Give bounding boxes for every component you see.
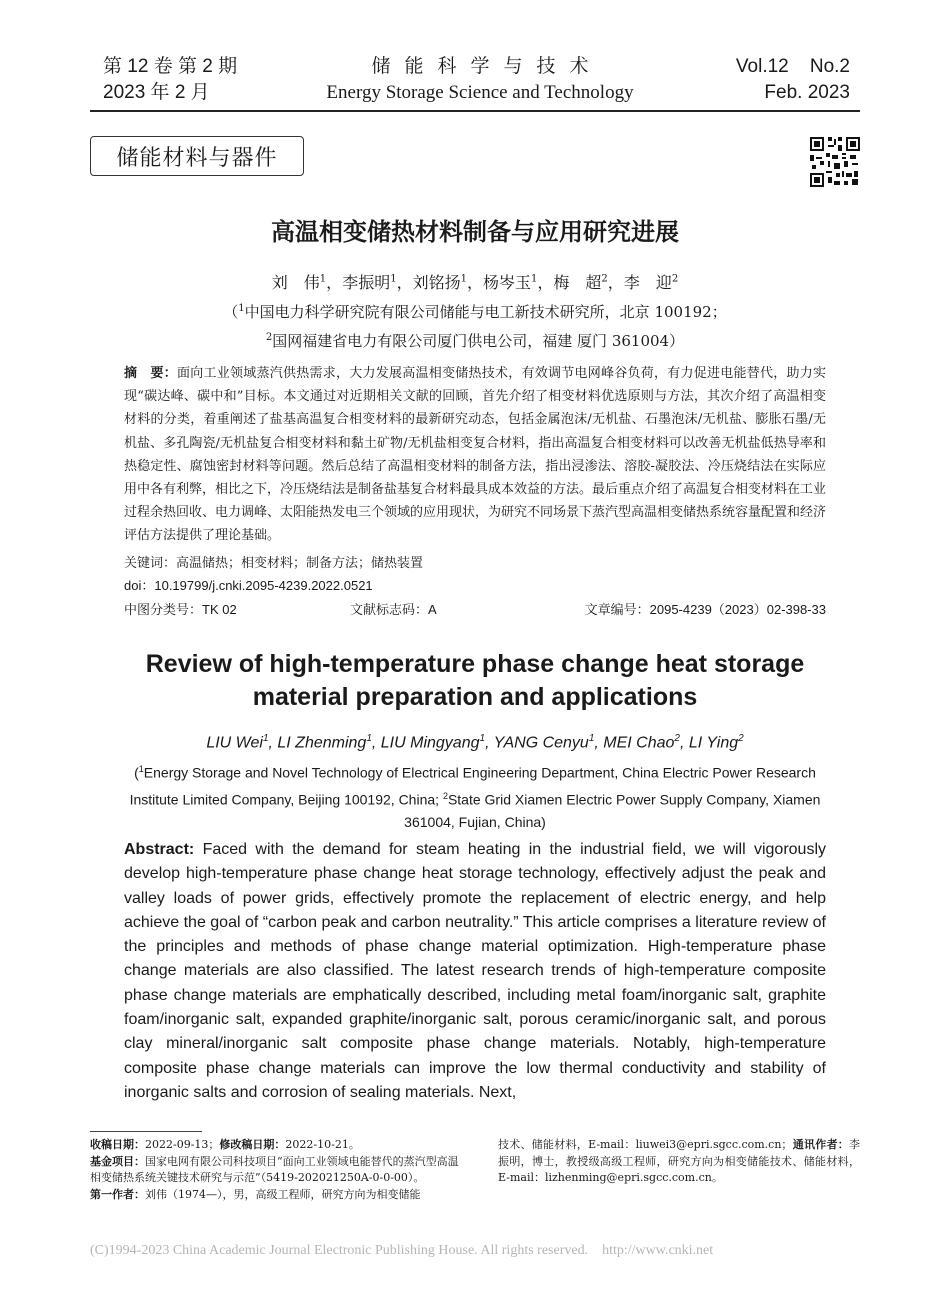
author-sup: 2 — [674, 733, 680, 744]
affiliation-cn-1: 中国电力科学研究院有限公司储能与电工新技术研究所，北京 100192； — [244, 303, 727, 321]
authors-en: LIU Wei$^1$, LI Zhenming$^1$, LIU Mingyang$^1$, YANG Cenyu$^1$, MEI Chao$^2$, LI Ying$^2$ — [206, 733, 744, 752]
abstract-cn — [124, 362, 826, 548]
affiliations-en: ($^1$Energy Storage and Novel Technology of Electrical Engineering Department, China Electric Power Research Institute Limited Company, Beijing 100192, China; $^2$State Grid Xiamen Electric Power Supply Company, Xiamen 361004, Fujian, China) — [129, 764, 821, 831]
doi-value[interactable]: 10.19799/j.cnki.2095-4239.2022.0521 — [154, 578, 373, 593]
first-author-text: 刘伟（1974—），男，高级工程师，研究方向为相变储能 — [145, 1187, 421, 1201]
keywords-cn-label: 关键词： — [124, 555, 177, 570]
document-code: 文献标志码：A — [350, 602, 437, 617]
journal-name-en: Energy Storage Science and Technology — [326, 82, 634, 103]
author-sup: 1 — [531, 273, 538, 285]
section-label — [90, 136, 304, 176]
author-en: LIU Mingyang — [380, 734, 480, 752]
authors-cn: 刘 伟$^1$，李振明$^1$，刘铭扬$^1$，杨岑玉$^1$，梅 超$^2$，李 迎$^2$ — [271, 273, 679, 292]
author-cn: 刘 伟 — [271, 273, 320, 292]
copyright-notice: (C)1994-2023 China Academic Journal Electronic Publishing House. All rights reserved. http://www.cnki.net — [90, 1243, 714, 1258]
corresponding-text: 李振明，博士，教授级高级工程师，研究方向为相变储能技术、储能材料，E-mail：lizhenming@epri.sgcc.com.cn。 — [498, 1138, 861, 1184]
author-en: MEI Chao — [603, 734, 675, 752]
footnote-divider — [90, 1131, 202, 1132]
author-sup: 1 — [390, 273, 397, 285]
abstract-cn-label: 摘 要： — [124, 366, 177, 381]
author-sup: 1 — [319, 273, 327, 285]
fund-label: 基金项目： — [90, 1154, 145, 1168]
footnotes-right — [498, 1137, 860, 1187]
volume-issue-en: Vol.12 No.2 — [735, 56, 850, 77]
author-sup: 2 — [671, 273, 679, 285]
fund-text: 国家电网有限公司科技项目“面向工业领域电能替代的蒸汽型高温相变储热系统关键技术研究与示范”（5419-202021250A-0-0-00）。 — [90, 1154, 459, 1184]
header-center — [300, 52, 660, 106]
first-author-label: 第一作者： — [90, 1187, 145, 1201]
title-en — [90, 648, 860, 714]
date-cn: 2023 年 2 月 — [103, 82, 210, 103]
first-author-continuation: 技术、储能材料，E-mail：liuwei3@epri.sgcc.com.cn； — [498, 1138, 793, 1151]
abstract-en-text: Faced with the demand for steam heating in the industrial field, we will vigorously develop high-temperature phase change heat storage technology, effectively adjust the peak and valley loads of power grids, effectively promote the replacement of electric energy, and help achieve the goal of “carbon peak and carbon neutrality.” This article comprises a literature review of the principles and methods of phase change material optimization. High-temperature phase change materials are also classified. The latest research trends of high-temperature composite phase change materials are emphatically described, including metal foam/inorganic salt, graphite foam/inorganic salt, expanded graphite/inorganic salt, porous ceramic/inorganic salt, and porous clay mineral/inorganic salt composite phase change materials. Notably, high-temperature composite phase change materials can improve the low thermal conductivity and stability of inorganic salts and corrosion of sealing materials. Next, — [124, 841, 826, 1101]
author-sup: 1 — [479, 733, 486, 744]
doi-line — [124, 576, 373, 596]
abstract-en — [124, 838, 826, 1105]
author-en: YANG Cenyu — [493, 734, 589, 752]
clc-number: 中图分类号：TK 02 — [124, 602, 237, 617]
author-sup: 1 — [588, 733, 595, 744]
affiliation-en-2: State Grid Xiamen Electric Power Supply Company, Xiamen 361004, Fujian, China) — [404, 791, 821, 831]
header-left — [103, 54, 237, 106]
revised-date: 2022-10-21。 — [285, 1138, 360, 1151]
author-cn: 刘铭扬 — [412, 273, 461, 292]
author-cn: 梅 超 — [553, 273, 602, 292]
qr-code-icon — [810, 137, 860, 187]
author-sup: 2 — [738, 733, 744, 744]
footnotes-left — [90, 1137, 462, 1203]
header-right — [640, 54, 850, 106]
author-en: LI Zhenming — [277, 734, 367, 752]
abstract-cn-text: 面向工业领域蒸汽供热需求，大力发展高温相变储热技术，有效调节电网峰谷负荷，有力促进电能替代，助力实现“碳达峰、碳中和”目标。本文通过对近期相关文献的回顾，首先介绍了相变材料优选原则与方法，其次介绍了高温相变材料的分类，着重阐述了盐基高温复合相变材料的最新研究动态，包括金属泡沫/无机盐、石墨泡沫/无机盐、膨胀石墨/无机盐、多孔陶瓷/无机盐复合相变材料和黏土矿物/无机盐相变复合材料，指出高温复合相变材料可以改善无机盐低热导率和热稳定性、腐蚀密封材料等问题。然后总结了高温相变材料的制备方法，指出浸渗法、溶胶-凝胶法、冷压烧结法在实际应用中各有利弊，相比之下，冷压烧结法是制备盐基复合材料最具成本效益的方法。最后重点介绍了高温复合相变材料在工业过程余热回收、电力调峰、太阳能热发电三个领域的应用现状，为研究不同场景下蒸汽型高温相变储热系统容量配置和经济评估方法提供了理论基础。 — [124, 366, 827, 544]
title-en-line1: Review of high-temperature phase change heat storage — [145, 650, 805, 678]
author-en: LIU Wei — [206, 734, 263, 752]
date-en: Feb. 2023 — [764, 82, 850, 103]
corresponding-label: 通讯作者： — [792, 1139, 850, 1151]
author-cn: 李 迎 — [623, 273, 672, 292]
affiliation-cn-2: 国网福建省电力有限公司厦门供电公司，福建 厦门 361004） — [272, 332, 685, 350]
doi-label: doi： — [124, 578, 155, 593]
affiliations-cn: （$^1$中国电力科学研究院有限公司储能与电工新技术研究所，北京 100192； $^2$国网福建省电力有限公司厦门供电公司，福建 厦门 361004） — [223, 303, 727, 350]
author-sup: 1 — [262, 733, 269, 744]
affiliation-en-1: Energy Storage and Novel Technology of Electrical Engineering Department, China Electric Power Research Institute Limited Company, Beijing 100192, China; — [129, 764, 816, 808]
section-label-text: 储能材料与器件 — [116, 145, 278, 171]
received-label: 收稿日期： — [90, 1138, 145, 1151]
volume-issue-cn: 第 12 卷 第 2 期 — [103, 56, 238, 77]
title-en-line2: material preparation and applications — [252, 683, 698, 711]
author-sup: 1 — [460, 273, 467, 285]
author-cn: 杨岑玉 — [483, 273, 532, 292]
author-en: LI Ying — [688, 734, 739, 752]
keywords-cn-text: 高温储热；相变材料；制备方法；储热装置 — [176, 556, 424, 571]
journal-name-cn: 储能科学与技术 — [371, 55, 603, 77]
abstract-en-label: Abstract: — [124, 841, 195, 858]
header-divider — [90, 110, 860, 112]
title-cn: 高温相变储热材料制备与应用研究进展 — [271, 218, 679, 246]
article-number: 文章编号：2095-4239（2023）02-398-33 — [584, 602, 826, 617]
received-date: 2022-09-13； — [145, 1138, 220, 1151]
author-sup: 1 — [366, 733, 372, 744]
keywords-cn — [124, 553, 423, 574]
revised-label: 修改稿日期： — [219, 1138, 286, 1151]
author-cn: 李振明 — [342, 273, 391, 292]
author-sup: 2 — [601, 273, 608, 285]
